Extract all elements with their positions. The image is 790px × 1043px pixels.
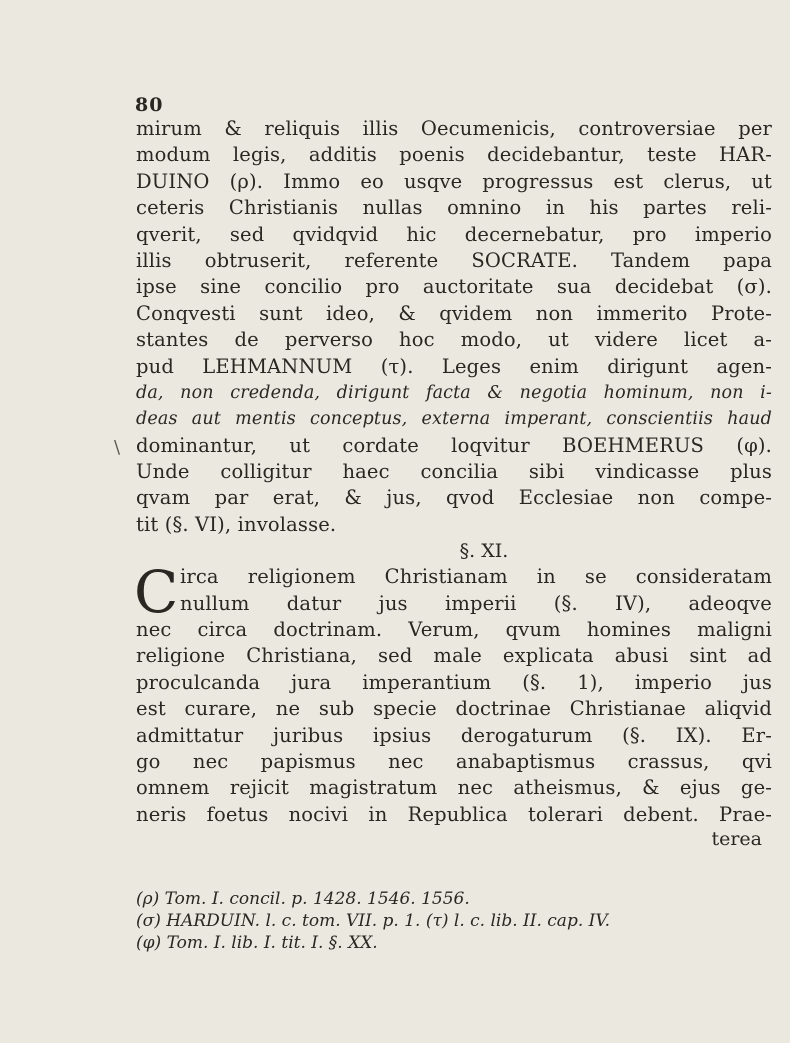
text-line: nullum datur jus imperii (§. IV), adeoqve [180,591,772,615]
text-line: religione Christiana, sed male explicata abusi sint ad [136,644,772,668]
footnote: (σ) HARDUIN. l. c. tom. VII. p. 1. (τ) l. c. lib. II. cap. IV. [136,911,611,931]
text-line: illis obtruserit, referente SOCRATE. Tandem papa [136,248,772,272]
drop-capital: C [134,558,179,627]
page-number: 80 [135,94,164,116]
footnote: (φ) Tom. I. lib. I. tit. I. §. XX. [136,933,378,953]
text-line-italic: da, non credenda, dirigunt facta & negotia hominum, non i- [136,382,772,403]
text-line: pud LEHMANNUM (τ). Leges enim dirigunt agen- [136,354,772,378]
catchword: terea [711,828,762,851]
text-line: ceteris Christianis nullas omnino in his partes reli- [136,196,772,220]
text-line: DUINO (ρ). Immo eo usqve progressus est clerus, ut [136,169,772,193]
margin-mark: \ [114,437,121,458]
section-heading: §. XI. [459,540,509,563]
text-line: go nec papismus nec anabaptismus crassus, qvi [136,749,772,773]
text-line: stantes de perverso hoc modo, ut videre licet a- [136,328,772,352]
text-line: admittatur juribus ipsius derogaturum (§. IX). Er- [136,723,772,747]
footnote: (ρ) Tom. I. concil. p. 1428. 1546. 1556. [136,889,470,909]
text-line-italic: deas aut mentis conceptus, externa imperant, conscientiis haud [136,409,772,430]
main-text [136,116,772,850]
text-line: ipse sine concilio pro auctoritate sua decidebat (σ). [136,275,772,299]
text-line: modum legis, additis poenis decidebantur, teste HAR- [136,143,772,167]
text-line: mirum & reliquis illis Oecumenicis, controversiae per [136,117,772,140]
text-line: proculcanda jura imperantium (§. 1), imperio jus [136,670,772,694]
footnotes [136,888,772,954]
paragraph-with-dropcap [134,558,772,828]
text-line: omnem rejicit magistratum nec atheismus, & ejus ge- [136,776,772,800]
text-line: Conqvesti sunt ideo, & qvidem non immerito Prote- [136,301,772,325]
text-line: qverit, sed qvidqvid hic decernebatur, pro imperio [136,222,772,246]
text-line: tit (§. VI), involasse. [136,512,337,536]
text-line: dominantur, ut cordate loqvitur BOEHMERUS (φ). [136,433,772,457]
text-line: est curare, ne sub specie doctrinae Christianae aliqvid [136,697,772,721]
text-line: Unde colligitur haec concilia sibi vindicasse plus [136,460,772,484]
text-line: irca religionem Christianam in se consideratam [180,565,772,589]
text-line: nec circa doctrinam. Verum, qvum homines maligni [136,618,772,642]
text-line: qvam par erat, & jus, qvod Ecclesiae non compe- [136,486,772,510]
text-line: neris foetus nocivi in Republica tolerari debent. Prae- [136,802,772,826]
